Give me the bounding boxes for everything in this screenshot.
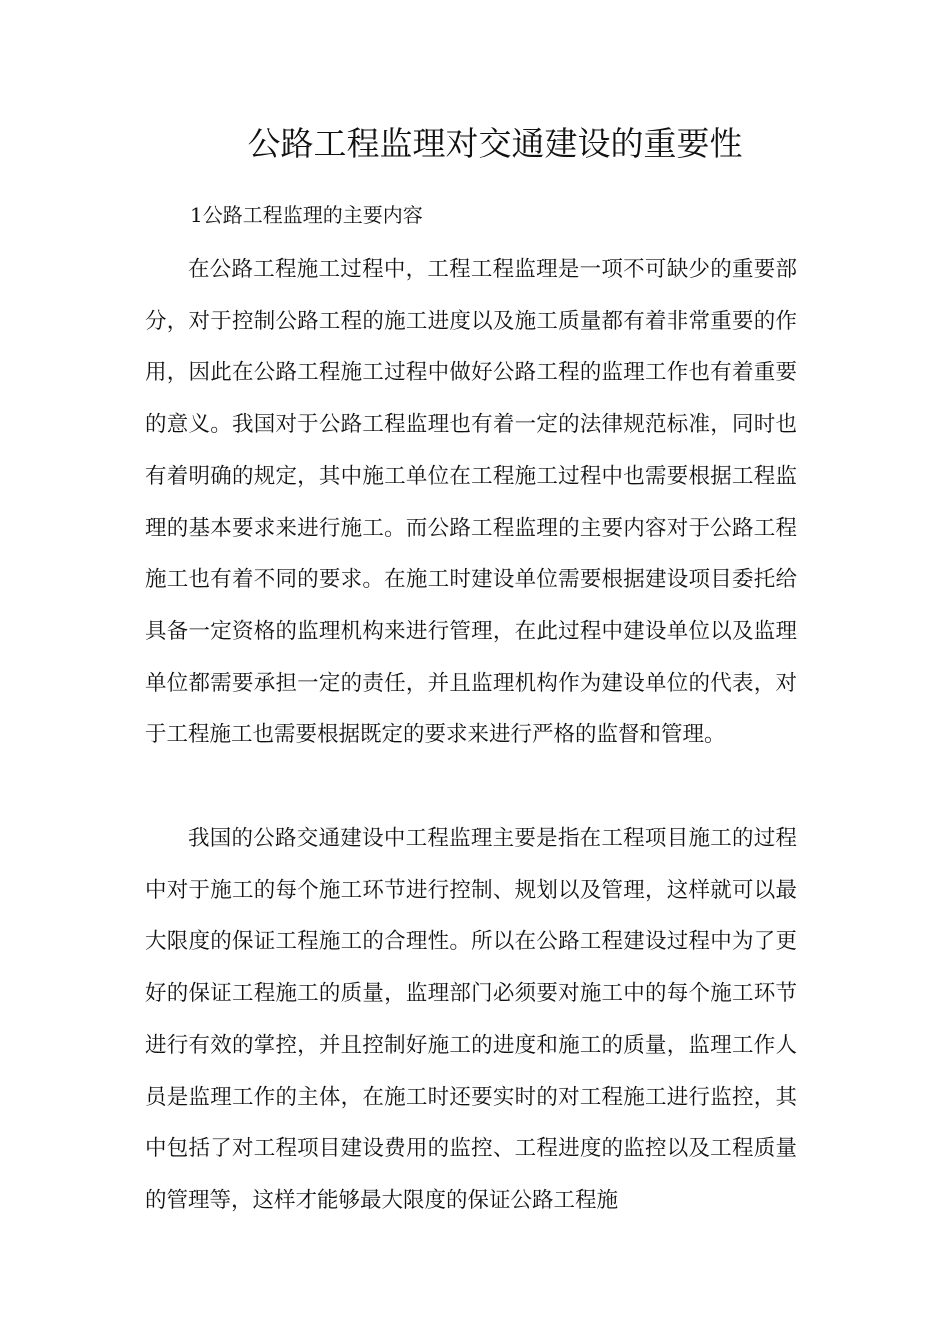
paragraph-1: 在公路工程施工过程中，工程工程监理是一项不可缺少的重要部分，对于控制公路工程的施工进度以及施工质量都有着非常重要的作用，因此在公路工程施工过程中做好公路工程的监理工作也有着重要的意义。我国对于公路工程监理也有着一定的法律规范标准，同时也有着明确的规定，其中施工单位在工程施工过程中也需要根据工程监理的基本要求来进行施工。而公路工程监理的主要内容对于公路工程施工也有着不同的要求。在施工时建设单位需要根据建设项目委托给具备一定资格的监理机构来进行管理，在此过程中建设单位以及监理单位都需要承担一定的责任，并且监理机构作为建设单位的代表，对于工程施工也需要根据既定的要求来进行严格的监督和管理。 — [145, 257, 797, 748]
paragraph-2: 我国的公路交通建设中工程监理主要是指在工程项目施工的过程中对于施工的每个施工环节进行控制、规划以及管理，这样就可以最大限度的保证工程施工的合理性。所以在公路工程建设过程中为了更好的保证工程施工的质量，监理部门必须要对施工中的每个施工环节进行有效的掌控，并且控制好施工的进度和施工的质量，监理工作人员是监理工作的主体，在施工时还要实时的对工程施工进行监控，其中包括了对工程项目建设费用的监控、工程进度的监控以及工程质量的管理等，这样才能够最大限度的保证公路工程施 — [145, 826, 797, 1213]
document-title: 公路工程监理对交通建设的重要性 — [247, 124, 743, 163]
section-heading: 1公路工程监理的主要内容 — [190, 203, 423, 227]
